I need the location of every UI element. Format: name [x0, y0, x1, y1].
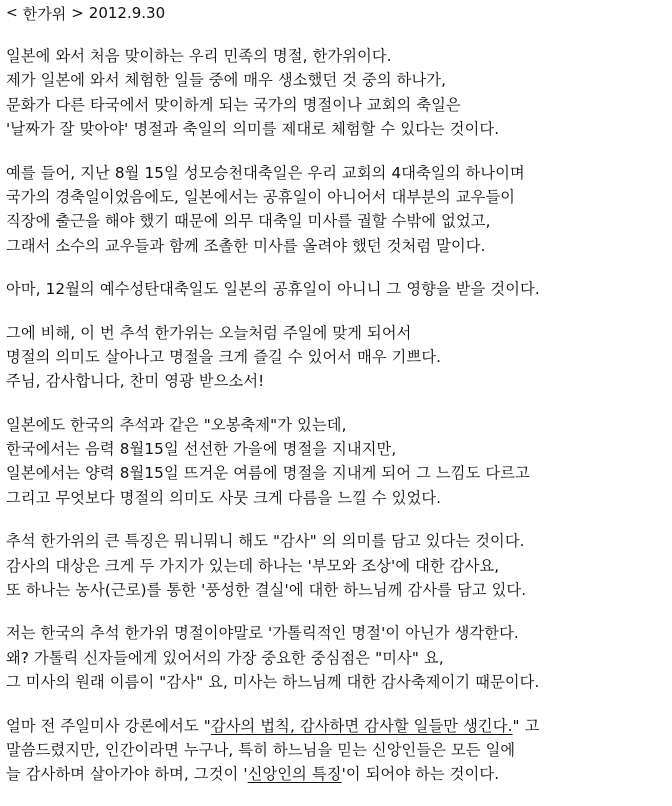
- text-line: 말씀드렸지만, 인간이라면 누구나, 특히 하느님을 믿는 신앙인들은 모든 일에: [6, 740, 516, 759]
- text-line: 주님, 감사합니다, 찬미 영광 받으소서!: [6, 372, 265, 391]
- article-body: [6, 44, 666, 806]
- text-line: 제가 일본에 와서 체험한 일들 중에 매우 생소했던 것 중의 하나가,: [6, 71, 447, 90]
- text-line: 왜? 가톨릭 신자들에게 있어서의 가장 중요한 중심점은 "미사" 요,: [6, 648, 444, 667]
- text-line: 그 미사의 원래 이름이 "감사" 요, 미사는 하느님께 대한 감사축제이기 때문이다.: [6, 673, 540, 692]
- text-line: 일본에 와서 처음 맞이하는 우리 민족의 명절, 한가위이다.: [6, 47, 392, 65]
- back-button[interactable]: [6, 3, 66, 24]
- underlined-text: 감사의 법칙: [210, 716, 290, 735]
- text-line: 그에 비해, 이 번 추석 한가위는 오늘처럼 주일에 맞게 되어서: [6, 323, 412, 342]
- text-segment: 늘 감사하며 살아가야 하며, 그것이 ': [6, 765, 248, 784]
- text-line: 한국에서는 음력 8월15일 선선한 가을에 명절을 지내지만,: [6, 440, 397, 459]
- text-line: 아마, 12월의 예수성탄대축일도 일본의 공휴일이 아니니 그 영향을 받을 것이다.: [6, 280, 540, 299]
- paragraph-3: [6, 277, 666, 301]
- text-line: 국가의 경축일이었음에도, 일본에서는 공휴일이 아니어서 대부분의 교우들이: [6, 187, 516, 206]
- paragraph-5: [6, 413, 666, 511]
- text-line: [6, 714, 666, 738]
- breadcrumb-separator: >: [71, 4, 84, 22]
- text-line: 명절의 의미도 살아나고 명절을 크게 즐길 수 있어서 매우 기쁘다.: [6, 347, 442, 366]
- paragraph-2: [6, 161, 666, 259]
- text-line: 일본에서는 양력 8월15일 뜨거운 여름에 명절을 지내게 되어 그 느낌도 다르고: [6, 464, 530, 483]
- text-line: 감사의 대상은 크게 두 가지가 있는데 하나는 '부모와 조상'에 대한 감사요,: [6, 556, 500, 575]
- text-line: 일본에도 한국의 추석과 같은 "오봉축제"가 있는데,: [6, 415, 347, 434]
- text-line: 추석 한가위의 큰 특징은 뭐니뭐니 해도 "감사" 의 의미를 담고 있다는 것이다.: [6, 532, 525, 551]
- text-segment: " 고: [512, 716, 540, 735]
- text-line: 문화가 다른 타국에서 맞이하게 되는 국가의 명절이나 교회의 축일은: [6, 95, 461, 114]
- underlined-text: 신앙인의 특징: [247, 765, 342, 784]
- post-title: 한가위: [22, 4, 67, 23]
- underlined-text: , 감사하면 감사할 일들만 생긴다.: [290, 716, 513, 735]
- paragraph-7: [6, 621, 666, 694]
- paragraph-6: [6, 529, 666, 602]
- text-segment: '이 되어야 하는 것이다.: [341, 765, 500, 784]
- text-segment: 얼마 전 주일미사 강론에서도 ": [6, 716, 211, 735]
- breadcrumb: [6, 3, 165, 23]
- text-line: 저는 한국의 추석 한가위 명절이야말로 '가톨릭적인 명절'이 아닌가 생각한다.: [6, 624, 519, 643]
- chevron-left-icon: <: [6, 5, 18, 21]
- paragraph-8: [6, 714, 666, 787]
- text-line: '날짜가 잘 맞아야' 명절과 축일의 의미를 제대로 체험할 수 있다는 것이다.: [6, 120, 500, 139]
- text-line: 또 하나는 농사(근로)를 통한 '풍성한 결실'에 대한 하느님께 감사를 담고 있다.: [6, 581, 527, 600]
- text-line: 예를 들어, 지난 8월 15일 성모승천대축일은 우리 교회의 4대축일의 하나이며: [6, 163, 525, 182]
- text-line: [6, 762, 666, 786]
- text-line: 그리고 무엇보다 명절의 의미도 사뭇 크게 다름을 느낄 수 있었다.: [6, 488, 442, 507]
- paragraph-1: [6, 44, 666, 142]
- paragraph-4: [6, 321, 666, 394]
- text-line: 직장에 출근을 해야 했기 때문에 의무 대축일 미사를 궐할 수밖에 없었고,: [6, 212, 491, 231]
- post-date: 2012.9.30: [88, 4, 166, 22]
- text-line: 그래서 소수의 교우들과 함께 조촐한 미사를 올려야 했던 것처럼 말이다.: [6, 236, 486, 255]
